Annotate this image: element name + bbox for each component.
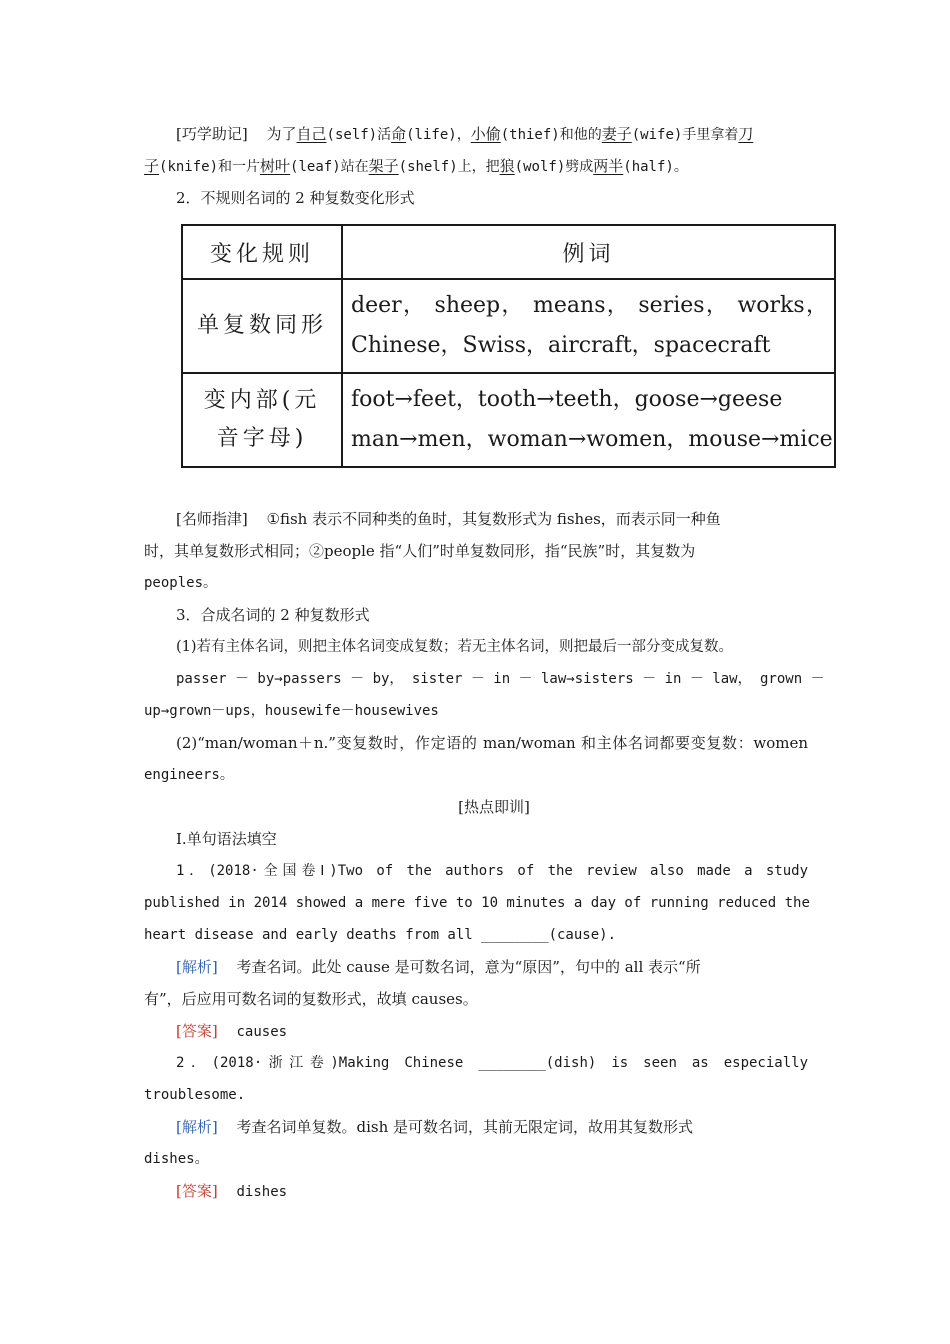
tip-line-3: peoples。 [144, 575, 218, 591]
tip-line-2: 时，其单复数形式相同；②people 指“人们”时单复数同形，指“民族”时，其复数为 [144, 542, 696, 560]
mnemonic-tag: [巧学助记] [176, 125, 248, 143]
rule-cell: 单复数同形 [182, 279, 342, 373]
rule-2-line-2: engineers。 [144, 767, 234, 783]
rule-1: (1)若有主体名词，则把主体名词变成复数；若无主体名词，则把最后一部分变成复数。 [176, 639, 734, 655]
rule-2-line-1: (2)“man/woman＋n.”变复数时，作定语的 man/woman 和主体名词都要变复数：women [176, 734, 808, 752]
answer-tag: [答案] [176, 1182, 218, 1200]
q2-analysis-line-1: [解析] 考查名词单复数。dish 是可数名词，其前无限定词，故用其复数形式 [176, 1118, 694, 1136]
table-row [182, 373, 835, 467]
table-row [182, 279, 835, 373]
mnemonic-line-1: [巧学助记] 为了自己(self)活命(life)，小偷(thief)和他的妻子(wife)手里拿着刀 [176, 125, 754, 143]
q1-answer: [答案] causes [176, 1022, 288, 1040]
q2-answer: [答案] dishes [176, 1182, 288, 1200]
rule-cell: 变内部(元 音字母) [182, 373, 342, 467]
rule-1-example-1: passer － by→passers － by， sister － in － law→sisters － in － law， grown － [176, 671, 825, 687]
rule-1-example-2: up→grown－ups，housewife－housewives [144, 703, 439, 719]
tip-line-1: [名师指津] ①fish 表示不同种类的鱼时，其复数形式为 fishes，而表示同一种鱼 [176, 510, 721, 528]
irregular-plural-table [181, 224, 836, 468]
q2-line-2: troublesome. [144, 1087, 246, 1103]
tip-tag: [名师指津] [176, 510, 248, 528]
mnemonic-line-2: 子(knife)和一片树叶(leaf)站在架子(shelf)上，把狼(wolf)劈成两半(half)。 [144, 157, 688, 175]
q2-line-1: 2．(2018·浙江卷)Making Chinese ________(dish) is seen as especially [176, 1055, 808, 1071]
analysis-tag: [解析] [176, 958, 218, 976]
part-title: Ⅰ.单句语法填空 [176, 830, 277, 848]
analysis-tag: [解析] [176, 1118, 218, 1136]
q1-line-3: heart disease and early deaths from all ________(cause). [144, 927, 617, 943]
examples-cell: foot→feet，tooth→teeth，goose→geese man→men，woman→women，mouse→mice [342, 373, 835, 467]
q1-line-2: published in 2014 showed a mere five to 10 minutes a day of running reduced the [144, 895, 810, 911]
section-2-title: 2．不规则名词的 2 种复数变化形式 [176, 189, 415, 207]
q1-analysis-line-2: 有”，后应用可数名词的复数形式，故填 causes。 [144, 990, 478, 1008]
section-3-title: 3．合成名词的 2 种复数形式 [176, 606, 370, 624]
q1-line-1: 1．(2018·全国卷Ⅰ)Two of the authors of the review also made a study [176, 863, 808, 879]
q1-analysis-line-1: [解析] 考查名词。此处 cause 是可数名词，意为“原因”，句中的 all 表示“所 [176, 958, 701, 976]
hot-practice-title: [热点即训] [458, 798, 530, 816]
table-header-rule: 变化规则 [182, 225, 342, 279]
table-header-examples: 例词 [342, 225, 835, 279]
examples-cell: deer， sheep， means， series， works， Chinese，Swiss，aircraft，spacecraft [342, 279, 835, 373]
answer-tag: [答案] [176, 1022, 218, 1040]
q2-analysis-line-2: dishes。 [144, 1151, 209, 1167]
